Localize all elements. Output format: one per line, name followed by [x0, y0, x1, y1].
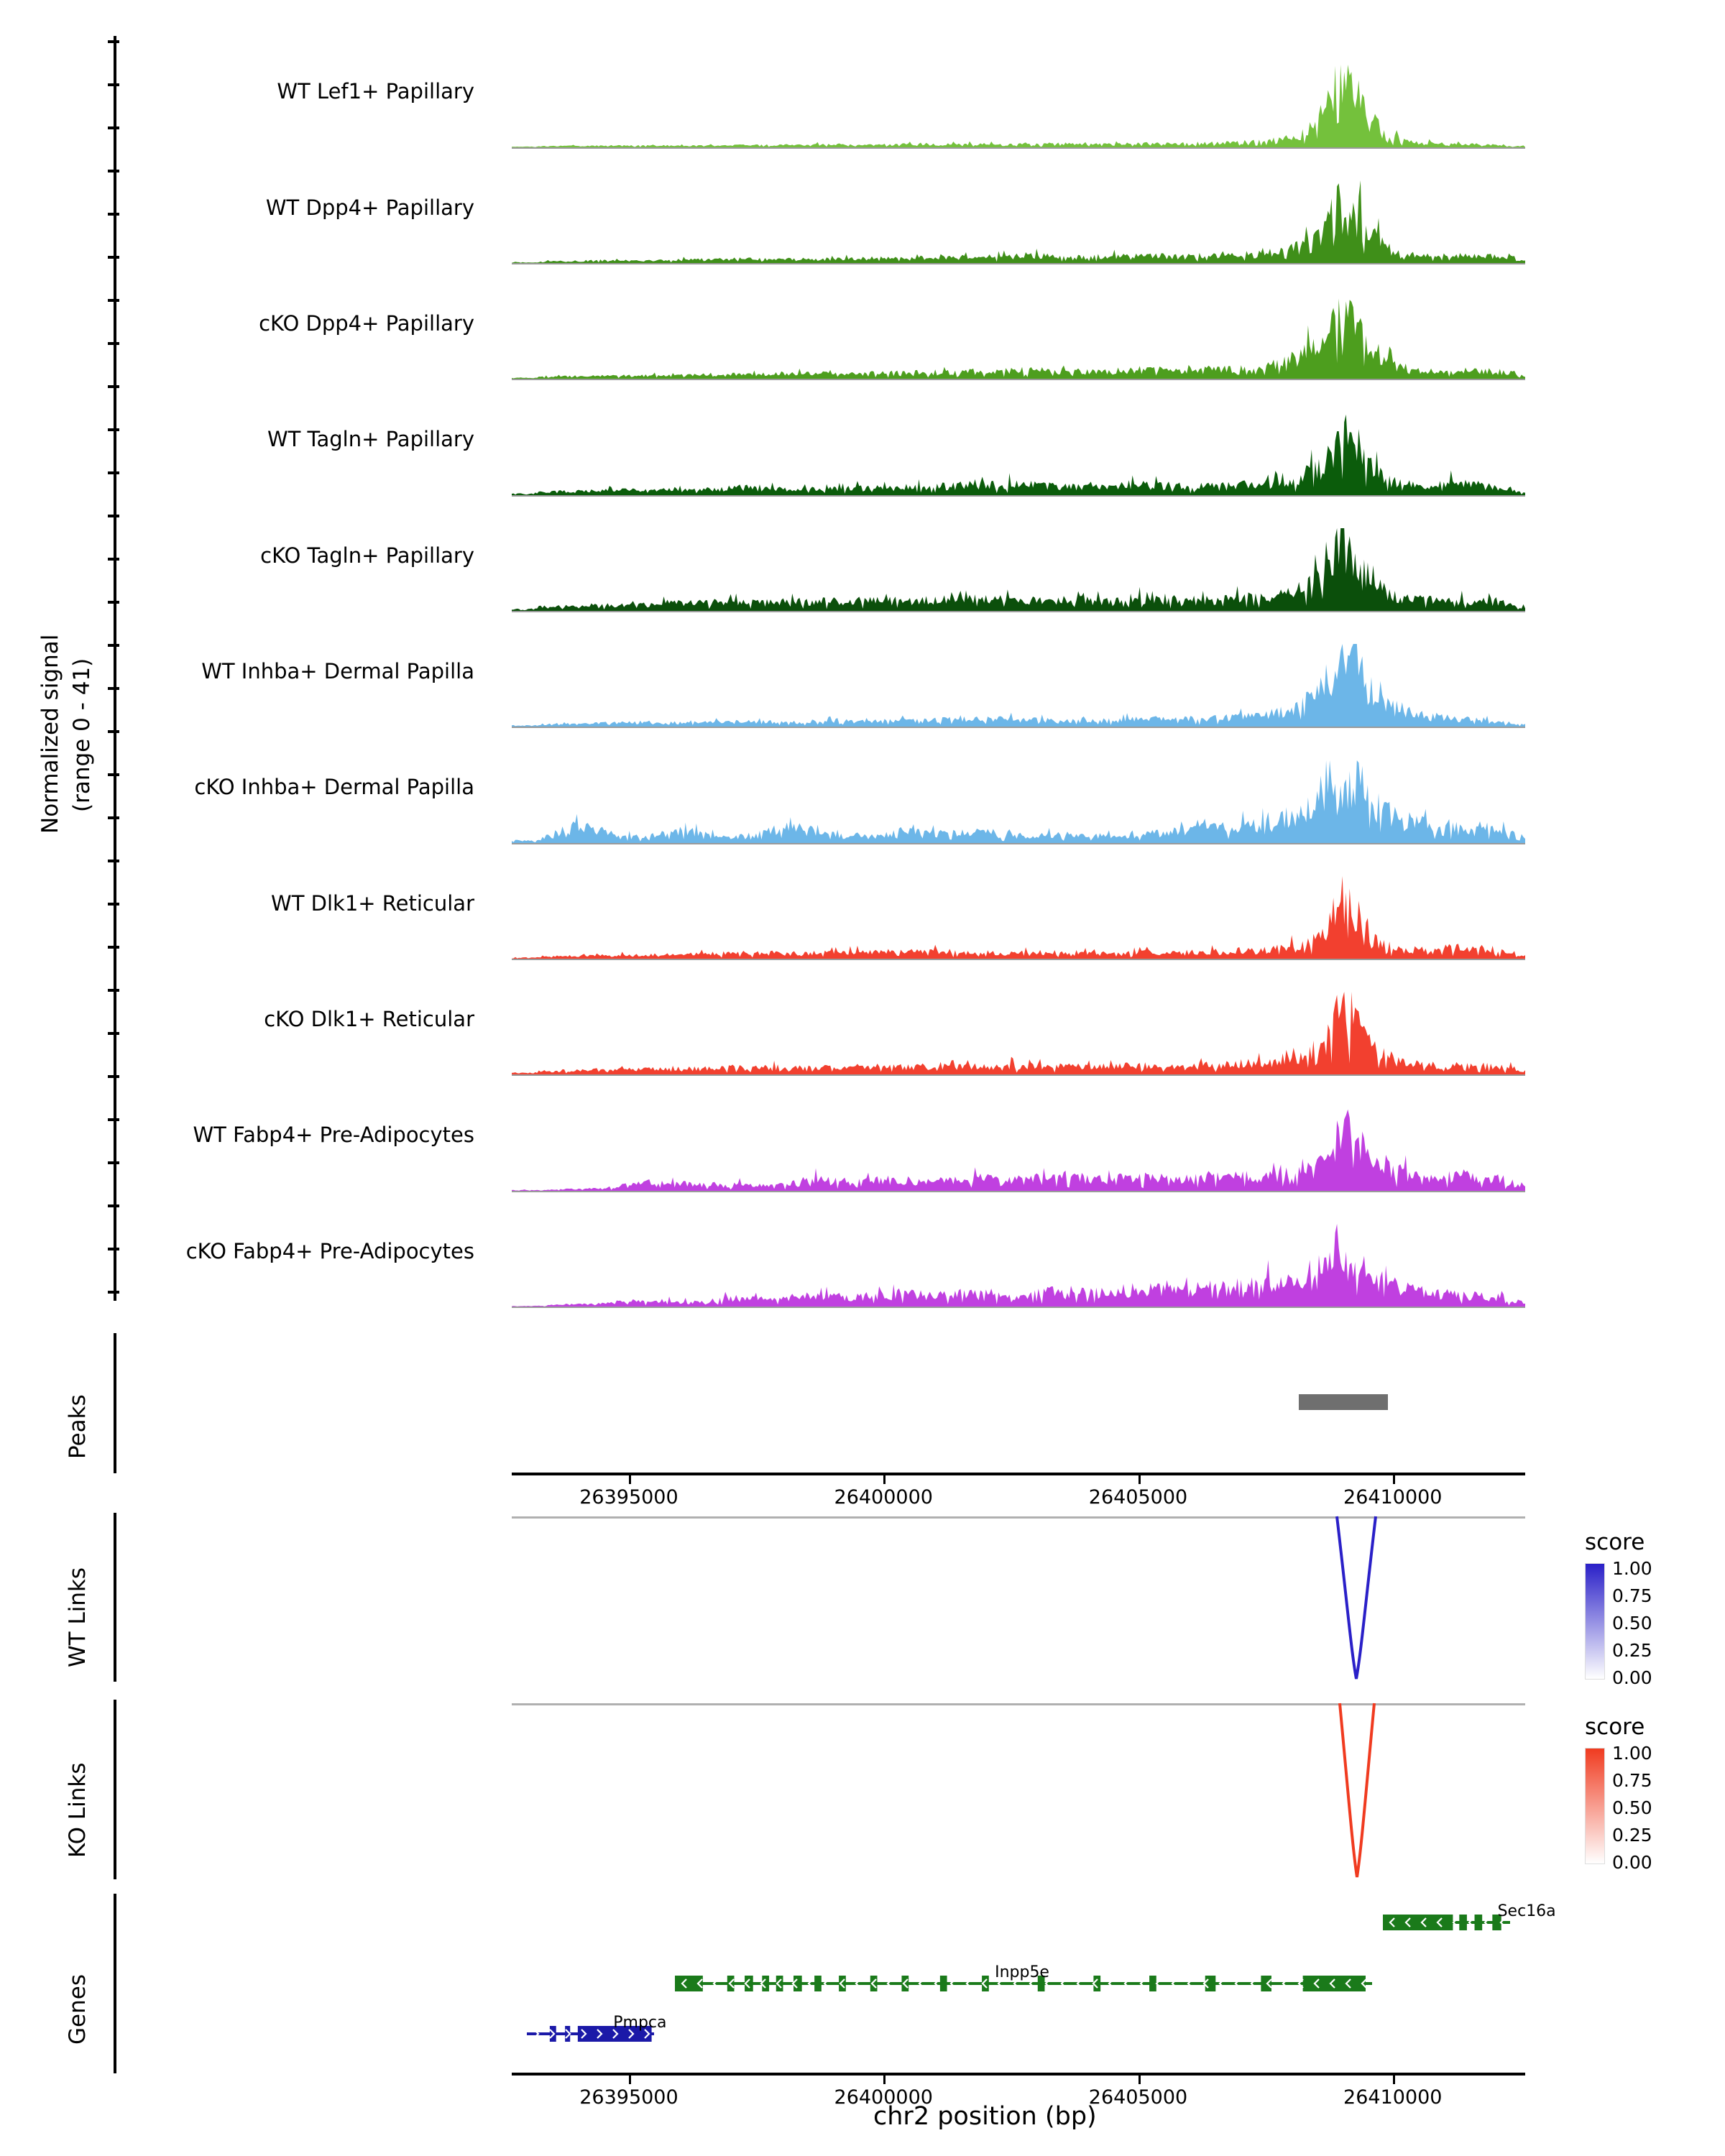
track-baseline — [512, 843, 1525, 844]
wt-links-section-label: WT Links — [65, 1567, 91, 1667]
axis-tick — [108, 644, 119, 647]
peaks-section-label: Peaks — [65, 1394, 91, 1459]
axis-tick — [108, 342, 119, 345]
track-label-10: cKO Fabp4+ Pre-Adipocytes — [185, 1239, 474, 1263]
track-profile — [512, 876, 1525, 959]
x-axis-tick — [1393, 1475, 1395, 1484]
track-label-9: WT Fabp4+ Pre-Adipocytes — [193, 1123, 474, 1147]
x-axis-tick — [1138, 1475, 1141, 1484]
track-baseline — [512, 147, 1525, 149]
track-baseline — [512, 495, 1525, 497]
x-axis-line-top — [512, 1473, 1525, 1475]
track-baseline — [512, 1191, 1525, 1192]
x-axis-tick-label: 26405000 — [1088, 2086, 1188, 2109]
track-baseline — [512, 959, 1525, 960]
ko-links-section-label: KO Links — [65, 1762, 91, 1858]
axis-tick — [108, 989, 119, 992]
axis-tick — [108, 213, 119, 216]
track-baseline — [512, 611, 1525, 612]
axis-tick — [108, 1161, 119, 1164]
ko-legend-label-4: 0.00 — [1612, 1852, 1652, 1873]
axis-tick — [108, 385, 119, 388]
axis-tick — [108, 1075, 119, 1078]
track-profile — [512, 1108, 1525, 1191]
ko-links-arc — [512, 1702, 1525, 1881]
wt-legend-label-0: 1.00 — [1612, 1558, 1652, 1579]
track-profile — [512, 760, 1525, 843]
track-label-0: WT Lef1+ Papillary — [277, 79, 474, 103]
track-baseline — [512, 1307, 1525, 1308]
wt-legend-label-2: 0.50 — [1612, 1613, 1652, 1634]
track-label-6: cKO Inhba+ Dermal Papilla — [194, 775, 474, 799]
gene-label: Pmpca — [613, 2014, 667, 2032]
axis-tick — [108, 730, 119, 733]
axis-tick — [108, 946, 119, 949]
track-baseline — [512, 263, 1525, 264]
x-axis-line-bottom — [512, 2073, 1525, 2076]
track-label-4: cKO Tagln+ Papillary — [260, 543, 474, 568]
x-axis-title: chr2 position (bp) — [873, 2102, 1097, 2131]
wt-legend-label-1: 0.75 — [1612, 1585, 1652, 1606]
gene-label: Sec16a — [1497, 1902, 1556, 1920]
track-profile — [512, 413, 1525, 495]
axis-tick — [108, 471, 119, 474]
gene-model — [1383, 1910, 1510, 1935]
track-profile — [512, 992, 1525, 1074]
axis-tick — [108, 1291, 119, 1294]
axis-tick — [108, 687, 119, 690]
x-axis-tick-label: 26400000 — [834, 2086, 933, 2109]
axis-tick — [108, 1204, 119, 1207]
genes-section-label: Genes — [65, 1974, 91, 2045]
track-label-5: WT Inhba+ Dermal Papilla — [201, 659, 474, 683]
ko-legend-label-3: 0.25 — [1612, 1825, 1652, 1846]
wt-legend-label-4: 0.00 — [1612, 1667, 1652, 1688]
axis-tick — [108, 40, 119, 43]
x-axis-tick-label: 26395000 — [579, 1486, 678, 1508]
track-profile — [512, 296, 1525, 379]
wt-legend-gradient — [1585, 1563, 1605, 1680]
track-label-3: WT Tagln+ Papillary — [267, 427, 474, 451]
x-axis-tick — [1138, 2076, 1141, 2084]
x-axis-tick — [883, 1475, 886, 1484]
ko-legend-label-1: 0.75 — [1612, 1770, 1652, 1791]
axis-tick — [108, 83, 119, 86]
ko-legend-title: score — [1585, 1714, 1645, 1740]
track-label-1: WT Dpp4+ Papillary — [265, 195, 474, 220]
track-label-8: cKO Dlk1+ Reticular — [264, 1007, 474, 1031]
track-baseline — [512, 1074, 1525, 1076]
ko-legend-gradient — [1585, 1748, 1605, 1864]
track-baseline — [512, 379, 1525, 380]
x-axis-tick-label: 26410000 — [1343, 1486, 1443, 1508]
x-axis-tick — [883, 2076, 886, 2084]
wt-legend-label-3: 0.25 — [1612, 1640, 1652, 1661]
track-profile — [512, 65, 1525, 147]
ko-legend-label-0: 1.00 — [1612, 1743, 1652, 1764]
x-axis-tick — [629, 1475, 631, 1484]
axis-tick — [108, 601, 119, 604]
peaks-axis — [114, 1333, 116, 1473]
x-axis-tick-label: 26395000 — [579, 2086, 678, 2109]
wt-links-axis — [114, 1513, 116, 1682]
track-profile — [512, 180, 1525, 263]
x-axis-tick-label: 26410000 — [1343, 2086, 1443, 2109]
axis-tick — [108, 428, 119, 431]
x-axis-tick-label: 26405000 — [1088, 1486, 1188, 1508]
track-label-2: cKO Dpp4+ Papillary — [259, 311, 474, 336]
axis-tick — [108, 903, 119, 906]
axis-tick — [108, 816, 119, 819]
peak-region — [1299, 1394, 1388, 1410]
axis-tick — [108, 1032, 119, 1035]
track-profile — [512, 1224, 1525, 1307]
axis-tick — [108, 1118, 119, 1121]
axis-tick — [108, 860, 119, 862]
axis-tick — [108, 256, 119, 259]
wt-legend-title: score — [1585, 1529, 1645, 1555]
genes-axis — [114, 1894, 116, 2073]
x-axis-tick — [1393, 2076, 1395, 2084]
axis-tick — [108, 170, 119, 172]
track-baseline — [512, 727, 1525, 728]
ko-legend-label-2: 0.50 — [1612, 1797, 1652, 1818]
y-axis-title — [37, 635, 63, 834]
track-profile — [512, 644, 1525, 727]
y-axis-title-line1: Normalized signal — [37, 634, 63, 834]
y-axis-subtitle — [69, 658, 95, 812]
gene-label: Inpp5e — [995, 1963, 1049, 1981]
x-axis-tick — [629, 2076, 631, 2084]
axis-tick — [108, 558, 119, 561]
axis-tick — [108, 126, 119, 129]
axis-tick — [108, 299, 119, 302]
track-profile — [512, 528, 1525, 611]
y-axis-title-line2: (range 0 - 41) — [69, 658, 95, 812]
x-axis-tick-label: 26400000 — [834, 1486, 933, 1508]
track-label-7: WT Dlk1+ Reticular — [271, 891, 474, 916]
axis-tick — [108, 515, 119, 517]
ko-links-axis — [114, 1700, 116, 1879]
wt-links-arc — [512, 1515, 1525, 1684]
